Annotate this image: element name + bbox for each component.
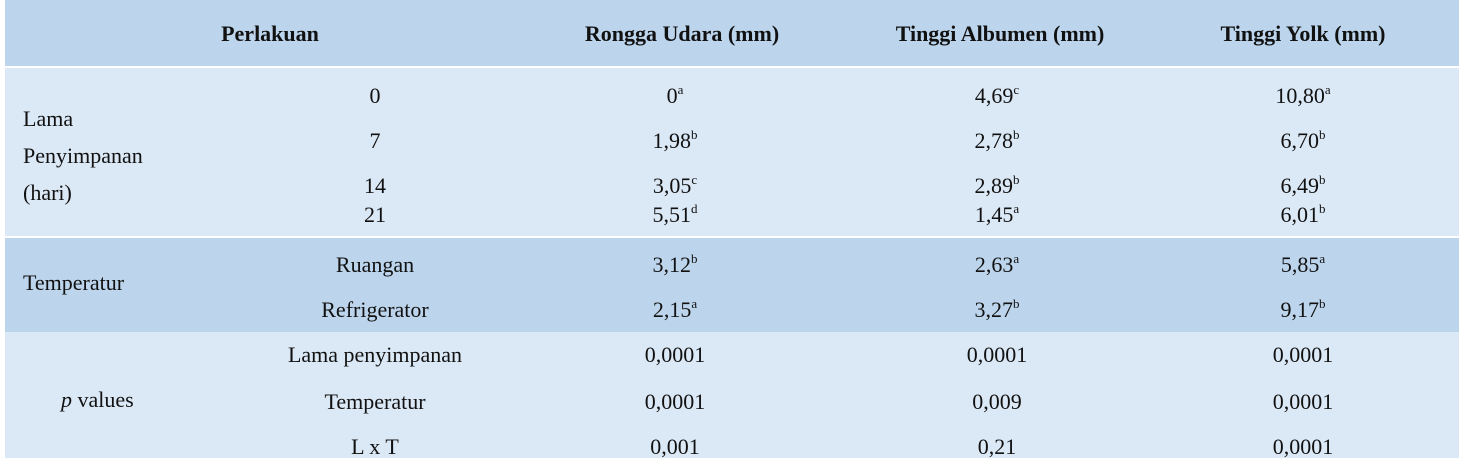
cell-rongga-udara-superscript: c: [691, 172, 698, 187]
cell-tinggi-albumen-value: 0,21: [977, 434, 1017, 459]
cell-tinggi-yolk-value: 0,0001: [1272, 342, 1334, 367]
cell-tinggi-albumen-value: 0,009: [972, 389, 1022, 414]
row-label-value: Lama penyimpanan: [287, 342, 463, 367]
cell-tinggi-yolk-value: 6,70: [1280, 128, 1319, 153]
group-pvalues: [61, 388, 134, 412]
cell-rongga-udara-superscript: b: [691, 127, 698, 142]
cell-rongga-udara-value: 0: [666, 83, 678, 108]
header-tinggi-albumen: Tinggi Albumen (mm): [895, 21, 1105, 46]
cell-tinggi-yolk-value: 9,17: [1280, 297, 1319, 322]
row-label: [336, 253, 414, 277]
group-lama-line2: Penyimpanan: [23, 143, 143, 168]
cell-rongga-udara-superscript: d: [691, 201, 698, 216]
cell-rongga-udara-superscript: a: [691, 296, 698, 311]
cell-tinggi-yolk-superscript: b: [1319, 127, 1326, 142]
cell-tinggi-yolk-value: 6,49: [1280, 173, 1319, 198]
cell-rongga-udara-value: 1,98: [652, 128, 691, 153]
cell-rongga-udara-value: 3,12: [652, 252, 691, 277]
row-label: [364, 174, 386, 198]
cell-rongga-udara-value: 0,0001: [644, 389, 706, 414]
cell-tinggi-yolk-value: 10,80: [1275, 83, 1325, 108]
cell-tinggi-albumen-superscript: b: [1013, 172, 1020, 187]
cell-rongga-udara: [653, 298, 697, 322]
cell-rongga-udara-value: 0,0001: [644, 342, 706, 367]
cell-tinggi-yolk-value: 6,01: [1280, 202, 1319, 227]
cell-tinggi-albumen-value: 2,78: [974, 128, 1013, 153]
cell-tinggi-albumen-value: 1,45: [974, 202, 1014, 227]
header-tinggi-yolk: Tinggi Yolk (mm): [1220, 21, 1386, 46]
cell-rongga-udara-superscript: b: [691, 251, 698, 266]
cell-rongga-udara: [653, 129, 698, 153]
cell-tinggi-albumen-superscript: a: [1013, 251, 1020, 266]
row-label: [370, 129, 381, 153]
cell-rongga-udara: [653, 253, 698, 277]
cell-rongga-udara-value: 5,51: [652, 202, 691, 227]
cell-tinggi-yolk-superscript: a: [1324, 82, 1331, 97]
cell-tinggi-albumen: [975, 174, 1020, 198]
row-label: [351, 435, 399, 459]
cell-tinggi-yolk: [1275, 84, 1330, 108]
cell-tinggi-yolk: [1281, 129, 1326, 153]
cell-tinggi-yolk: [1281, 253, 1325, 277]
row-label: [288, 343, 462, 367]
row-label-value: L x T: [351, 434, 399, 459]
cell-rongga-udara-value: 3,05: [652, 173, 692, 198]
row-label: [364, 203, 386, 227]
cell-tinggi-yolk-superscript: a: [1319, 251, 1326, 266]
pvalues-italic: p: [61, 387, 72, 412]
row-label-value: 0: [369, 83, 381, 108]
row-label: [321, 298, 429, 322]
cell-tinggi-albumen-value: 2,63: [974, 252, 1014, 277]
cell-tinggi-yolk: [1281, 298, 1326, 322]
cell-tinggi-yolk: [1281, 203, 1326, 227]
cell-rongga-udara-value: 2,15: [652, 297, 692, 322]
storage-band: [5, 68, 1459, 236]
cell-rongga-udara-value: 0,001: [650, 434, 700, 459]
cell-tinggi-yolk: [1273, 390, 1334, 414]
cell-tinggi-albumen-superscript: a: [1013, 201, 1020, 216]
group-lama-line1: Lama: [23, 106, 74, 131]
row-label-value: Temperatur: [324, 389, 426, 414]
group-temperatur: Temperatur: [23, 270, 125, 295]
cell-rongga-udara: [645, 390, 706, 414]
row-label: [324, 390, 425, 414]
row-label-value: 14: [364, 173, 386, 198]
cell-tinggi-albumen-value: 0,0001: [966, 342, 1028, 367]
cell-rongga-udara: [653, 174, 697, 198]
cell-tinggi-yolk: [1273, 435, 1334, 459]
cell-rongga-udara: [653, 203, 698, 227]
row-label: [370, 84, 381, 108]
pvalues-rest: values: [72, 387, 134, 412]
cell-tinggi-yolk: [1281, 174, 1326, 198]
cell-tinggi-albumen: [975, 298, 1020, 322]
cell-tinggi-albumen-value: 2,89: [974, 173, 1013, 198]
cell-rongga-udara: [650, 435, 700, 459]
data-table: [5, 0, 1459, 458]
cell-tinggi-albumen-value: 3,27: [974, 297, 1013, 322]
cell-tinggi-albumen-superscript: b: [1013, 296, 1020, 311]
cell-tinggi-yolk-superscript: b: [1319, 201, 1326, 216]
cell-tinggi-albumen: [972, 390, 1022, 414]
cell-tinggi-yolk-value: 5,85: [1280, 252, 1320, 277]
cell-tinggi-albumen: [975, 253, 1019, 277]
cell-rongga-udara: [645, 343, 706, 367]
cell-tinggi-albumen: [978, 435, 1017, 459]
cell-tinggi-albumen-value: 4,69: [974, 83, 1014, 108]
cell-tinggi-albumen-superscript: c: [1013, 82, 1020, 97]
cell-rongga-udara: [667, 84, 684, 108]
cell-tinggi-yolk-superscript: b: [1319, 172, 1326, 187]
row-label-value: 7: [369, 128, 381, 153]
header-rongga-udara: Rongga Udara (mm): [584, 21, 780, 46]
cell-tinggi-albumen: [967, 343, 1028, 367]
cell-tinggi-yolk: [1273, 343, 1334, 367]
cell-tinggi-albumen-superscript: b: [1013, 127, 1020, 142]
cell-tinggi-albumen: [975, 84, 1019, 108]
pvalues-band: [5, 332, 1459, 458]
row-label-value: Refrigerator: [321, 297, 429, 322]
header-perlakuan: Perlakuan: [221, 21, 319, 46]
row-label-value: 21: [364, 202, 386, 227]
row-label-value: Ruangan: [335, 252, 415, 277]
cell-tinggi-albumen: [975, 129, 1020, 153]
cell-rongga-udara-superscript: a: [677, 82, 684, 97]
cell-tinggi-yolk-value: 0,0001: [1272, 389, 1334, 414]
group-lama-line3: (hari): [23, 180, 72, 205]
temperature-band: [5, 236, 1459, 334]
cell-tinggi-yolk-superscript: b: [1319, 296, 1326, 311]
cell-tinggi-yolk-value: 0,0001: [1272, 434, 1334, 459]
cell-tinggi-albumen: [975, 203, 1019, 227]
